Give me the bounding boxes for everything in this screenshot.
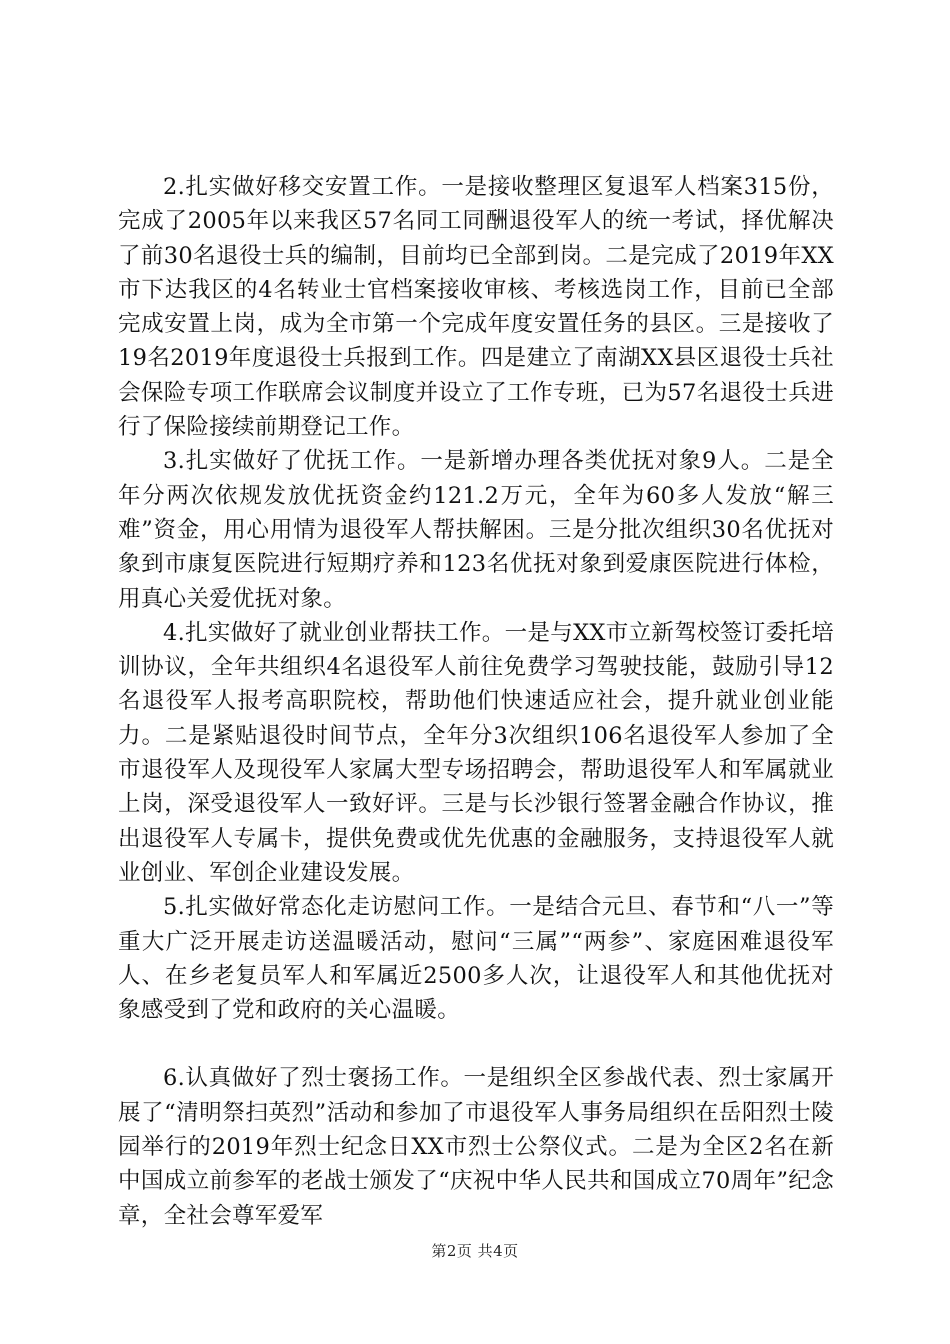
page-number-footer: 第2页 共4页 — [431, 1242, 519, 1260]
paragraph-transfer-placement: 2.扎实做好移交安置工作。一是接收整理区复退军人档案315份，完成了2005年以来我区57名同工同酬退役军人的统一考试，择优解决了前30名退役士兵的编制，目前均已全部到岗。二是完成了2019年XX市下达我区的4名转业士官档案接收审核、考核选岗工作，目前已全部完成安置上岗，成为全市第一个完成年度安置任务的县区。三是接收了19名2019年度退役士兵报到工作。四是建立了南湖XX县区退役士兵社会保险专项工作联席会议制度并设立了工作专班，已为57名退役士兵进行了保险接续前期登记工作。 — [118, 174, 834, 441]
paragraph-visits-condolence: 5.扎实做好常态化走访慰问工作。一是结合元旦、春节和“八一”等重大广泛开展走访送温暖活动，慰问“三属”“两参”、家庭困难退役军人、在乡老复员军人和军属近2500多人次，让退役军人和其他优抚对象感受到了党和政府的关心温暖。 — [118, 894, 834, 1024]
paragraph-employment-support: 4.扎实做好了就业创业帮扶工作。一是与XX市立新驾校签订委托培训协议，全年共组织4名退役军人前往免费学习驾驶技能，鼓励引导12名退役军人报考高职院校，帮助他们快速适应社会，提升就业创业能力。二是紧贴退役时间节点，全年分3次组织106名退役军人参加了全市退役军人及现役军人家属大型专场招聘会，帮助退役军人和军属就业上岗，深受退役军人一致好评。三是与长沙银行签署金融合作协议，推出退役军人专属卡，提供免费或优先优惠的金融服务，支持退役军人就业创业、军创企业建设发展。 — [118, 619, 834, 886]
document-body — [118, 170, 834, 1233]
paragraph-martyr-commendation: 6.认真做好了烈士褒扬工作。一是组织全区参战代表、烈士家属开展了“清明祭扫英烈”活动和参加了市退役军人事务局组织在岳阳烈士陵园举行的2019年烈士纪念日XX市烈士公祭仪式。二是为全区2名在新中国成立前参军的老战士颁发了“庆祝中华人民共和国成立70周年”纪念章，全社会尊军爱军 — [118, 1065, 834, 1229]
paragraph-preferential-care: 3.扎实做好了优抚工作。一是新增办理各类优抚对象9人。二是全年分两次依规发放优抚资金约121.2万元，全年为60多人发放“解三难”资金，用心用情为退役军人帮扶解困。三是分批次组织30名优抚对象到市康复医院进行短期疗养和123名优抚对象到爱康医院进行体检，用真心关爱优抚对象。 — [118, 448, 834, 612]
